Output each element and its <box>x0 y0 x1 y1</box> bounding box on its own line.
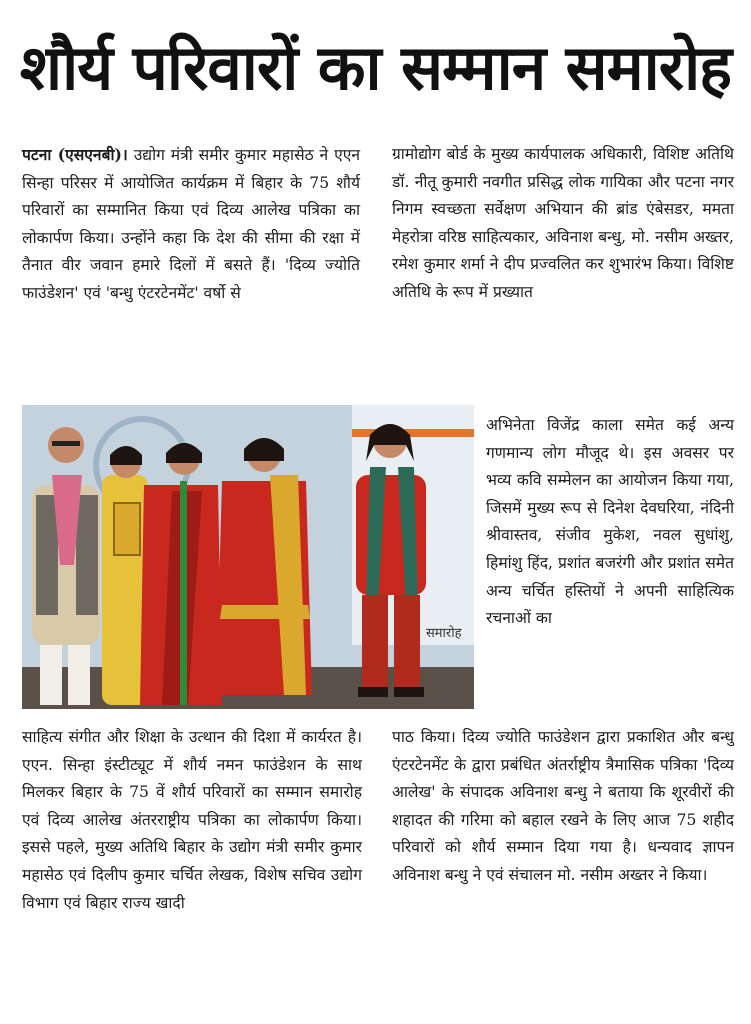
article-column-right-bottom <box>392 724 734 1014</box>
article-column-right-mid <box>486 412 734 718</box>
article-column-left-top <box>22 141 360 391</box>
article-text-right-bottom: पाठ किया। दिव्य ज्योति फाउंडेशन द्वारा प्रकाशित और बन्धु एंटरटेनमेंट के द्वारा प्रबंधित अंतर्राष्ट्रीय त्रैमासिक पत्रिका 'दिव्य आलेख' के संपादक अविनाश बन्धु ने बताया कि शूरवीरों की शहादत की गरिमा को बहाल रखने के लिए आज 75 शहीद परिवारों को शौर्य सम्मान दिया गया है। धन्यवाद ज्ञापन अविनाश बन्धु ने एवं संचालन मो. नसीम अख्तर ने किया। <box>392 728 734 884</box>
event-photo <box>22 405 474 709</box>
article-text-right-mid: अभिनेता विजेंद्र काला समेत कई अन्य गणमान्य लोग मौजूद थे। इस अवसर पर भव्य कवि सम्मेलन का आयोजन किया गया, जिसमें मुख्य रूप से दिनेश देवघरिया, नंदिनी श्रीवास्तव, संजीव मुकेश, नवल सुधांशु, हिमांशु हिंद, प्रशांत बजरंगी और प्रशांत समेत अन्य चर्चित हस्तियों ने अपनी साहित्यिक रचनाओं का <box>486 416 734 628</box>
article-column-left-bottom <box>22 724 362 1014</box>
award-plaque <box>114 503 140 555</box>
headline: शौर्य परिवारों का सम्मान समारोह <box>19 31 732 104</box>
banner-text: समारोह <box>426 626 462 641</box>
article-column-right-top <box>392 141 734 417</box>
article-text-left-bottom: साहित्य संगीत और शिक्षा के उत्थान की दिशा में कार्यरत है। एएन. सिन्हा इंस्टीट्यूट में शौर्य नमन फाउंडेशन के साथ मिलकर बिहार के 75 वें शौर्य परिवारों का सम्मान समारोह एवं दिव्य आलेख अंतरराष्ट्रीय पत्रिका का लोकार्पण किया। इससे पहले, मुख्य अतिथि बिहार के उद्योग मंत्री समीर कुमार महासेठ एवं दिलीप कुमार चर्चित लेखक, विशेष सचिव उद्योग विभाग एवं बिहार राज्य खादी <box>22 728 362 912</box>
dateline: पटना (एसएनबी)। <box>22 145 128 164</box>
article-text-right-top: ग्रामोद्योग बोर्ड के मुख्य कार्यपालक अधिकारी, विशिष्ट अतिथि डॉ. नीतू कुमारी नवगीत प्रसिद्ध लोक गायिका और पटना नगर निगम स्वच्छता सर्वेक्षण अभियान की ब्रांड एंबेसडर, ममता मेहरोत्रा वरिष्ठ साहित्यकार, अविनाश बन्धु, मो. नसीम अख्तर, रमेश कुमार शर्मा ने दीप प्रज्वलित कर शुभारंभ किया। विशिष्ट अतिथि के रूप में प्रख्यात <box>392 145 734 301</box>
article-text-left-top: उद्योग मंत्री समीर कुमार महासेठ ने एएन सिन्हा परिसर में आयोजित कार्यक्रम में बिहार के 75 शौर्य परिवारों का सम्मानित किया एवं दिव्य आलेख पत्रिका का लोकार्पण किया। उन्होंने कहा कि देश की सीमा की रक्षा में तैनात वीर जवान हमारे दिलों में बसते हैं। 'दिव्य ज्योति फाउंडेशन' एवं 'बन्धु एंटरटेनमेंट' वर्षो से <box>22 146 360 302</box>
